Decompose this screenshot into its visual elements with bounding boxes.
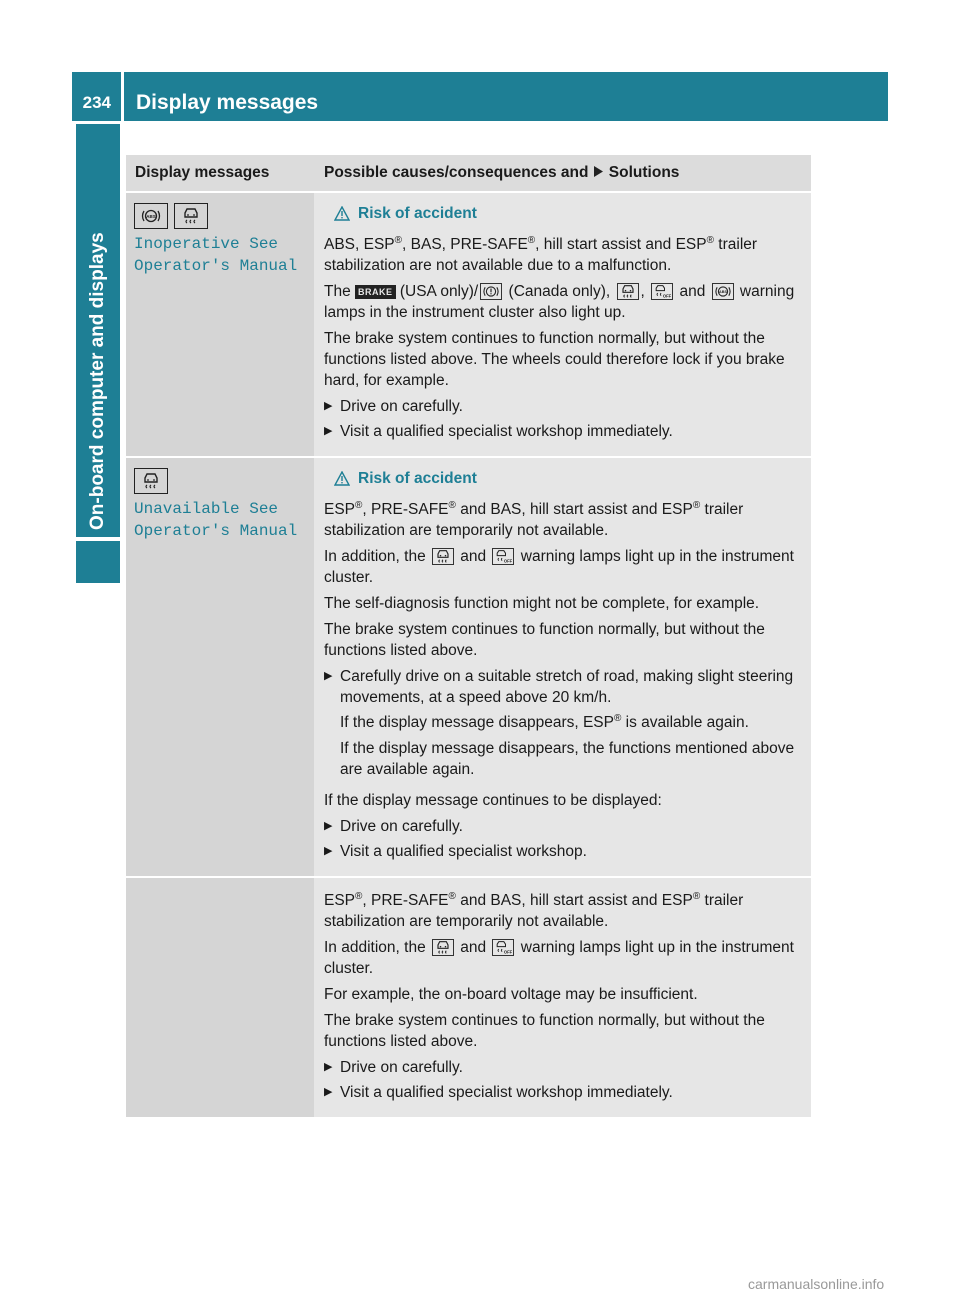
solution-cell [314,458,811,876]
bullet-arrow-icon: ▶ [324,820,333,832]
warning-triangle-icon [334,206,350,221]
paragraph: The brake system continues to function normally, but without the functions listed above. [324,1012,765,1050]
paragraph: ABS, ESP®, BAS, PRE-SAFE®, hill start assist and ESP® trailer stabilization are not available due to a malfunction. [324,234,758,274]
table-header [126,155,811,191]
esp-off-icon [492,548,514,565]
paragraph: The BRAKE (USA only)/ (Canada only), , and warning lamps in the instrument cluster also light up. [324,283,795,321]
abs-icon [712,283,734,300]
esp-icon [432,548,454,565]
bullet-arrow-icon: ▶ [324,845,333,857]
page-title: Display messages [136,91,319,114]
message-cell [126,878,314,1117]
brake-icon: BRAKE [355,285,396,299]
list-item: ▶ Visit a qualified specialist workshop immediately. [324,423,673,440]
section-tab-label: On-board computer and displays [87,232,108,530]
list-item: ▶ Visit a qualified specialist workshop immediately. [324,1084,673,1101]
brake-warning-icon [480,283,502,300]
display-message: Inoperative See Operator's Manual [134,235,298,275]
esp-icon [617,283,639,300]
warning-notice: Risk of accident [334,468,803,489]
page-number: 234 [72,72,124,121]
bullet-arrow-icon: ▶ [324,1086,333,1098]
esp-icon [174,203,208,229]
paragraph: In addition, the and warning lamps light up in the instrument cluster. [324,548,794,586]
sub-paragraph: If the display message disappears, the functions mentioned above are available again. [340,740,795,778]
paragraph: ESP®, PRE-SAFE® and BAS, hill start assist and ESP® trailer stabilization are temporarily not available. [324,890,744,930]
paragraph: ESP®, PRE-SAFE® and BAS, hill start assist and ESP® trailer stabilization are temporarily not available. [324,499,744,539]
footer-watermark[interactable]: carmanualsonline.info [748,1276,885,1292]
paragraph: The brake system continues to function normally, but without the functions listed above. [324,621,765,659]
bullet-arrow-icon: ▶ [324,1061,333,1073]
display-messages-table [126,155,811,1117]
abs-icon [134,203,168,229]
bullet-arrow-icon: ▶ [324,400,333,412]
esp-icon [432,939,454,956]
list-item: ▶ Visit a qualified specialist workshop. [324,843,587,860]
warning-notice: Risk of accident [334,203,803,224]
col-header-messages: Display messages [135,164,270,181]
solution-cell [314,193,811,456]
esp-icon [134,468,168,494]
arrow-right-icon [593,165,604,178]
solution-cell [314,878,811,1117]
paragraph: The brake system continues to function normally, but without the functions listed above. The wheels could therefore lock if you brake hard, for example. [324,330,785,389]
section-tab-marker [76,541,120,583]
paragraph: The self-diagnosis function might not be complete, for example. [324,595,760,612]
paragraph: In addition, the and warning lamps light up in the instrument cluster. [324,939,794,977]
list-item: ▶ Drive on carefully. [324,818,463,835]
table-row [126,456,811,876]
display-message: Unavailable See Operator's Manual [134,500,298,540]
bullet-arrow-icon: ▶ [324,425,333,437]
page-header [72,72,888,121]
col-header-solutions: Possible causes/consequences and Solutions [324,164,680,181]
message-cell [126,458,314,876]
esp-off-icon [492,939,514,956]
list-item: ▶ Drive on carefully. [324,1059,463,1076]
paragraph: For example, the on-board voltage may be insufficient. [324,986,698,1003]
warning-triangle-icon [334,471,350,486]
table-row [126,876,811,1117]
table-row [126,191,811,456]
list-item: ▶ Carefully drive on a suitable stretch of road, making slight steering movements, at a speed above 20 km/h. [324,668,794,706]
paragraph: If the display message continues to be displayed: [324,792,662,809]
message-cell [126,193,314,456]
bullet-arrow-icon: ▶ [324,670,333,682]
list-item: ▶ Drive on carefully. [324,398,463,415]
esp-off-icon [651,283,673,300]
sub-paragraph: If the display message disappears, ESP® is available again. [340,712,749,731]
